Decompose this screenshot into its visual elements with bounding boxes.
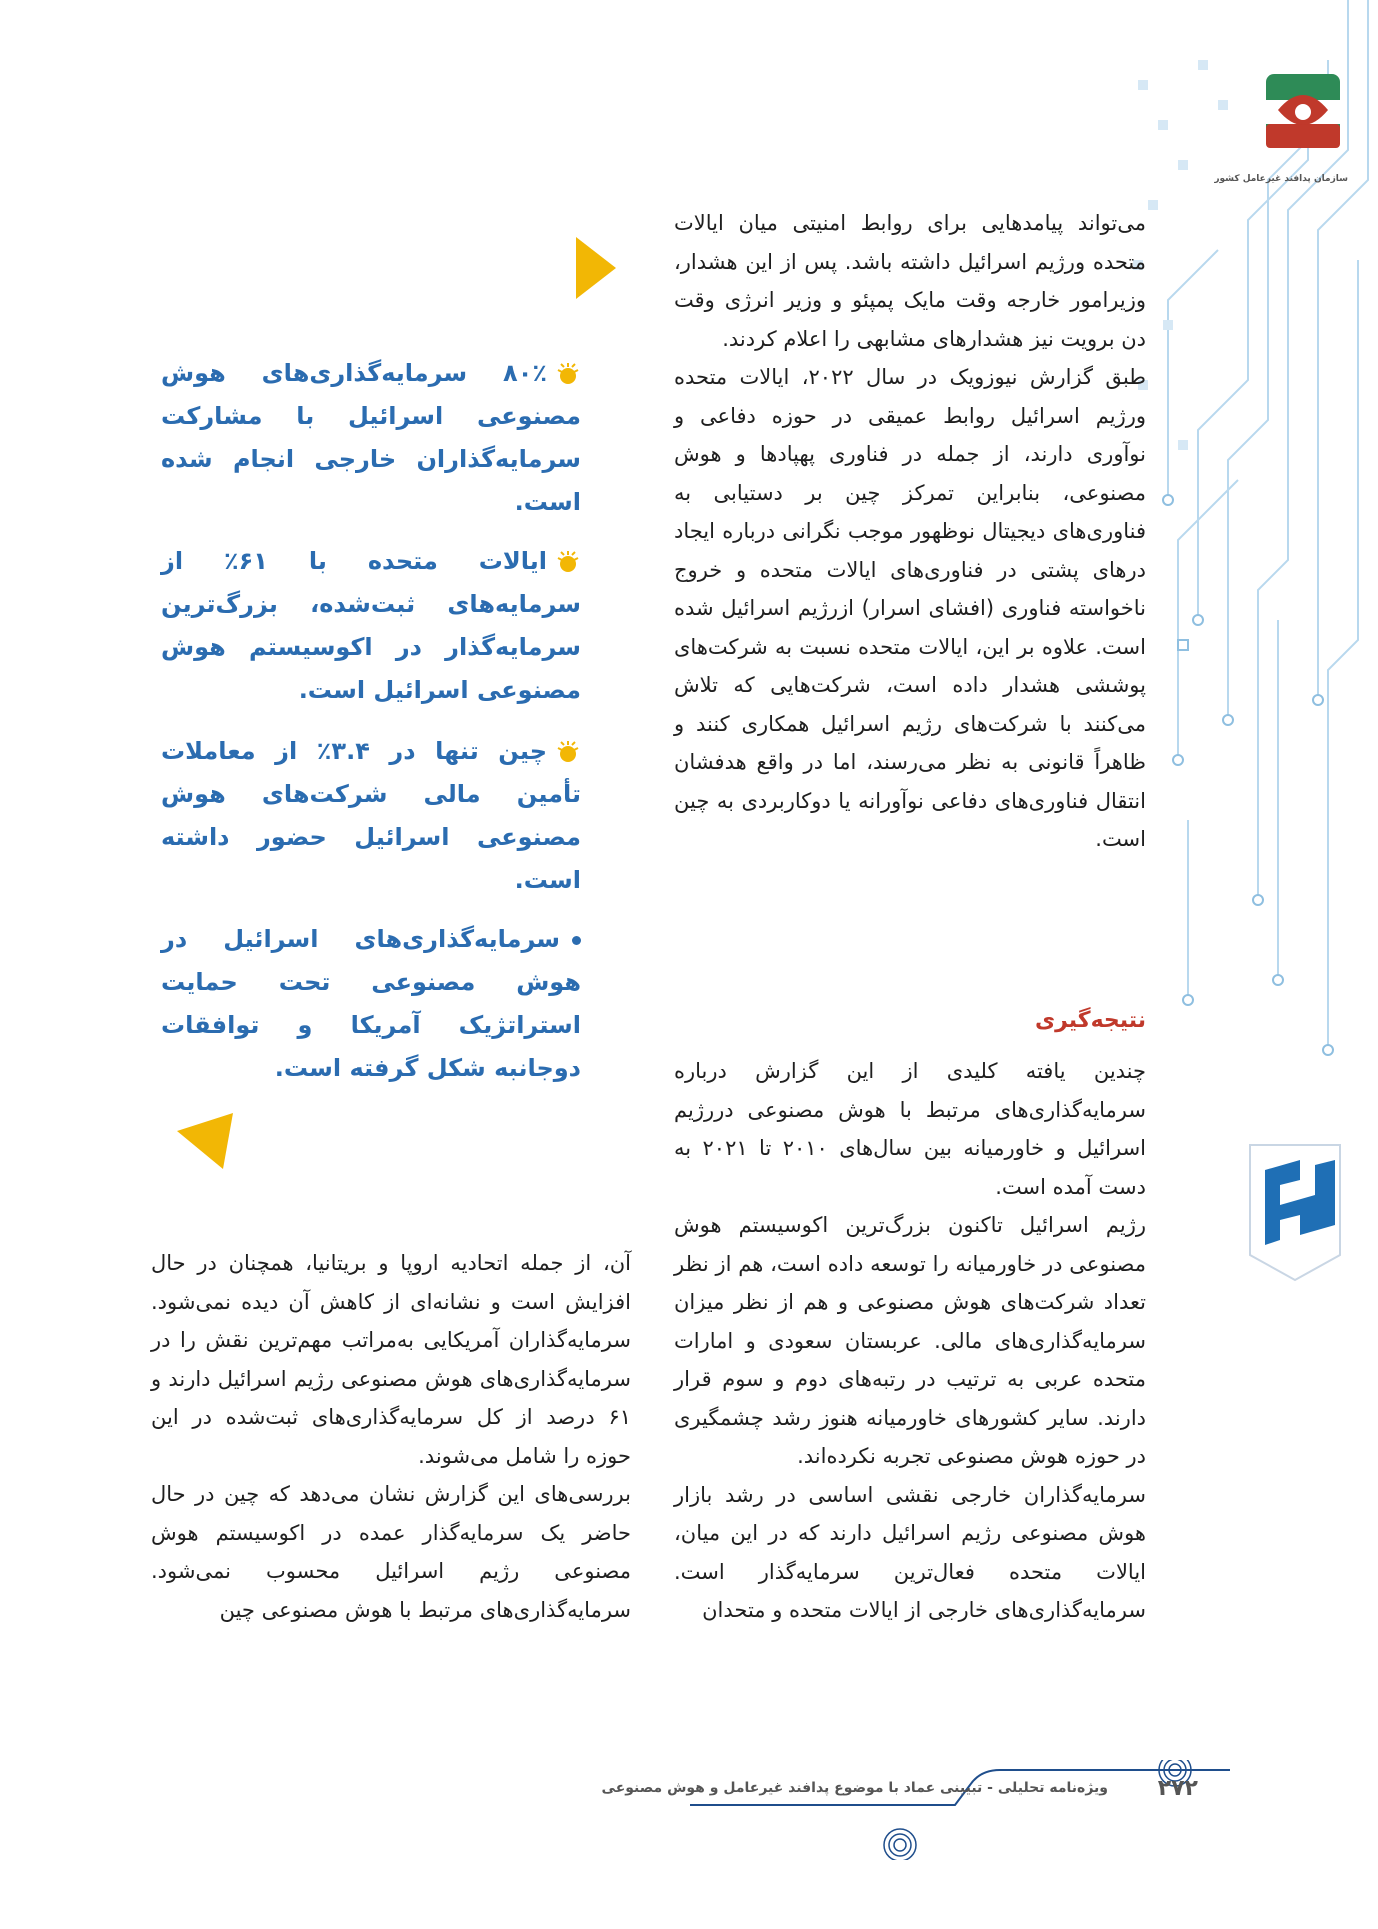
highlight-item xyxy=(161,918,581,1090)
paragraph: رژیم اسرائیل تاکنون بزرگ‌ترین اکوسیستم هوش مصنوعی در خاورمیانه را توسعه داده است، هم از نظر تعداد شرکت‌های هوش مصنوعی و هم از نظر میزان سرمایه‌گذاری‌های مالی. عربستان سعودی و امارات متحده عربی به ترتیب در رتبه‌های دوم و سوم قرار دارند. سایر کشورهای خاورمیانه هنوز رشد چشمگیری در حوزه هوش مصنوعی تجربه نکرده‌اند. xyxy=(674,1213,1146,1468)
logo-caption: سازمان پدافند غیرعامل کشور xyxy=(1214,174,1348,184)
paragraph: طبق گزارش نیوزویک در سال ۲۰۲۲، ایالات متحده ورژیم اسرائیل روابط عمیقی در حوزه دفاعی و نوآوری دارند، از جمله در فناوری پهپادها و هوش مصنوعی، بنابراین تمرکز چین بر دستیابی به فناوری‌های دیجیتال نوظهور موجب نگرانی درباره ایجاد درهای پشتی در فناوری‌های ایالات متحده و خروج ناخواسته فناوری (افشای اسرار) ازرژیم اسرائیل شده است. علاوه بر این، ایالات متحده نسبت به شرکت‌های پوششی هشدار داده است، شرکت‌هایی که تلاش می‌کنند با شرکت‌های رژیم اسرائیل همکاری کنند و ظاهراً قانونی به نظر می‌رسند، اما در واقع هدفشان انتقال فناوری‌های دفاعی نوآورانه یا دوکاربردی به چین است. xyxy=(674,365,1146,851)
triangle-decoration-icon xyxy=(177,1113,233,1169)
paragraph: می‌تواند پیامدهایی برای روابط امنیتی میان ایالات متحده ورژیم اسرائیل داشته باشد. پس از این هشدار، وزیرامور خارجه وقت مایک پمپئو و وزیر انرژی وقت دن برویت نیز هشدارهای مشابهی را اعلام کردند. xyxy=(674,211,1146,351)
conclusion-heading: نتیجه‌گیری xyxy=(1034,1008,1146,1033)
highlight-item xyxy=(161,540,581,712)
passive-defense-logo xyxy=(1214,70,1348,190)
page-number: ۲۷۲ xyxy=(1157,1776,1198,1801)
highlight-text: ایالات متحده با ۶۱٪ از سرمایه‌های ثبت‌شده، بزرگ‌ترین سرمایه‌گذار در اکوسیستم هوش مصنوعی اسرائیل است. xyxy=(161,547,581,704)
right-column xyxy=(674,204,1146,859)
bottom-left-column xyxy=(151,1244,631,1629)
sun-bullet-icon xyxy=(555,549,581,575)
footer-title: ویژه‌نامه تحلیلی - تبیینی عماد با موضوع پدافند غیرعامل و هوش مصنوعی xyxy=(601,1780,1108,1796)
highlight-text: ۸۰٪ سرمایه‌گذاری‌های هوش مصنوعی اسرائیل با مشارکت سرمایه‌گذاران خارجی انجام شده است. xyxy=(161,359,581,516)
footer-decoration xyxy=(0,1760,1378,1860)
highlight-text: سرمایه‌گذاری‌های اسرائیل در هوش مصنوعی تحت حمایت استراتژیک آمریکا و توافقات دوجانبه شکل گرفته است. xyxy=(161,925,581,1082)
highlight-item xyxy=(161,352,581,524)
organization-emblem-icon xyxy=(1258,70,1348,170)
paragraph: سرمایه‌گذاران خارجی نقشی اساسی در رشد بازار هوش مصنوعی رژیم اسرائیل دارند که در این میان، ایالات متحده فعال‌ترین سرمایه‌گذار است. سرمایه‌گذاری‌های خارجی از ایالات متحده و متحدان xyxy=(674,1482,1146,1622)
paragraph: چندین یافته کلیدی از این گزارش درباره سرمایه‌گذاری‌های مرتبط با هوش مصنوعی دررژیم اسرائیل و خاورمیانه بین سال‌های ۲۰۱۰ تا ۲۰۲۱ به دست آمده است. xyxy=(674,1059,1147,1199)
sun-bullet-icon xyxy=(555,739,581,765)
sun-bullet-icon xyxy=(555,361,581,387)
highlight-text: چین تنها در ۳.۴٪ از معاملات تأمین مالی شرکت‌های هوش مصنوعی اسرائیل حضور داشته است. xyxy=(161,737,581,894)
bullet-dot-icon xyxy=(572,936,581,945)
highlight-item xyxy=(161,730,581,902)
conclusion-body xyxy=(674,1052,1146,1630)
triangle-decoration-icon xyxy=(576,237,616,299)
paragraph: آن، از جمله اتحادیه اروپا و بریتانیا، همچنان در حال افزایش است و نشانه‌ای از کاهش آن دیده نمی‌شود. سرمایه‌گذاران آمریکایی به‌مراتب مهم‌ترین نقش را در سرمایه‌گذاری‌های هوش مصنوعی رژیم اسرائیل دارند و ۶۱ درصد از کل سرمایه‌گذاری‌های ثبت‌شده در این حوزه را شامل می‌شوند. xyxy=(151,1251,631,1468)
paragraph: بررسی‌های این گزارش نشان می‌دهد که چین در حال حاضر یک سرمایه‌گذار عمده در اکوسیستم هوش مصنوعی رژیم اسرائیل محسوب نمی‌شود. سرمایه‌گذاری‌های مرتبط با هوش مصنوعی چین xyxy=(151,1482,631,1622)
emad-logo-icon xyxy=(1240,1135,1350,1285)
